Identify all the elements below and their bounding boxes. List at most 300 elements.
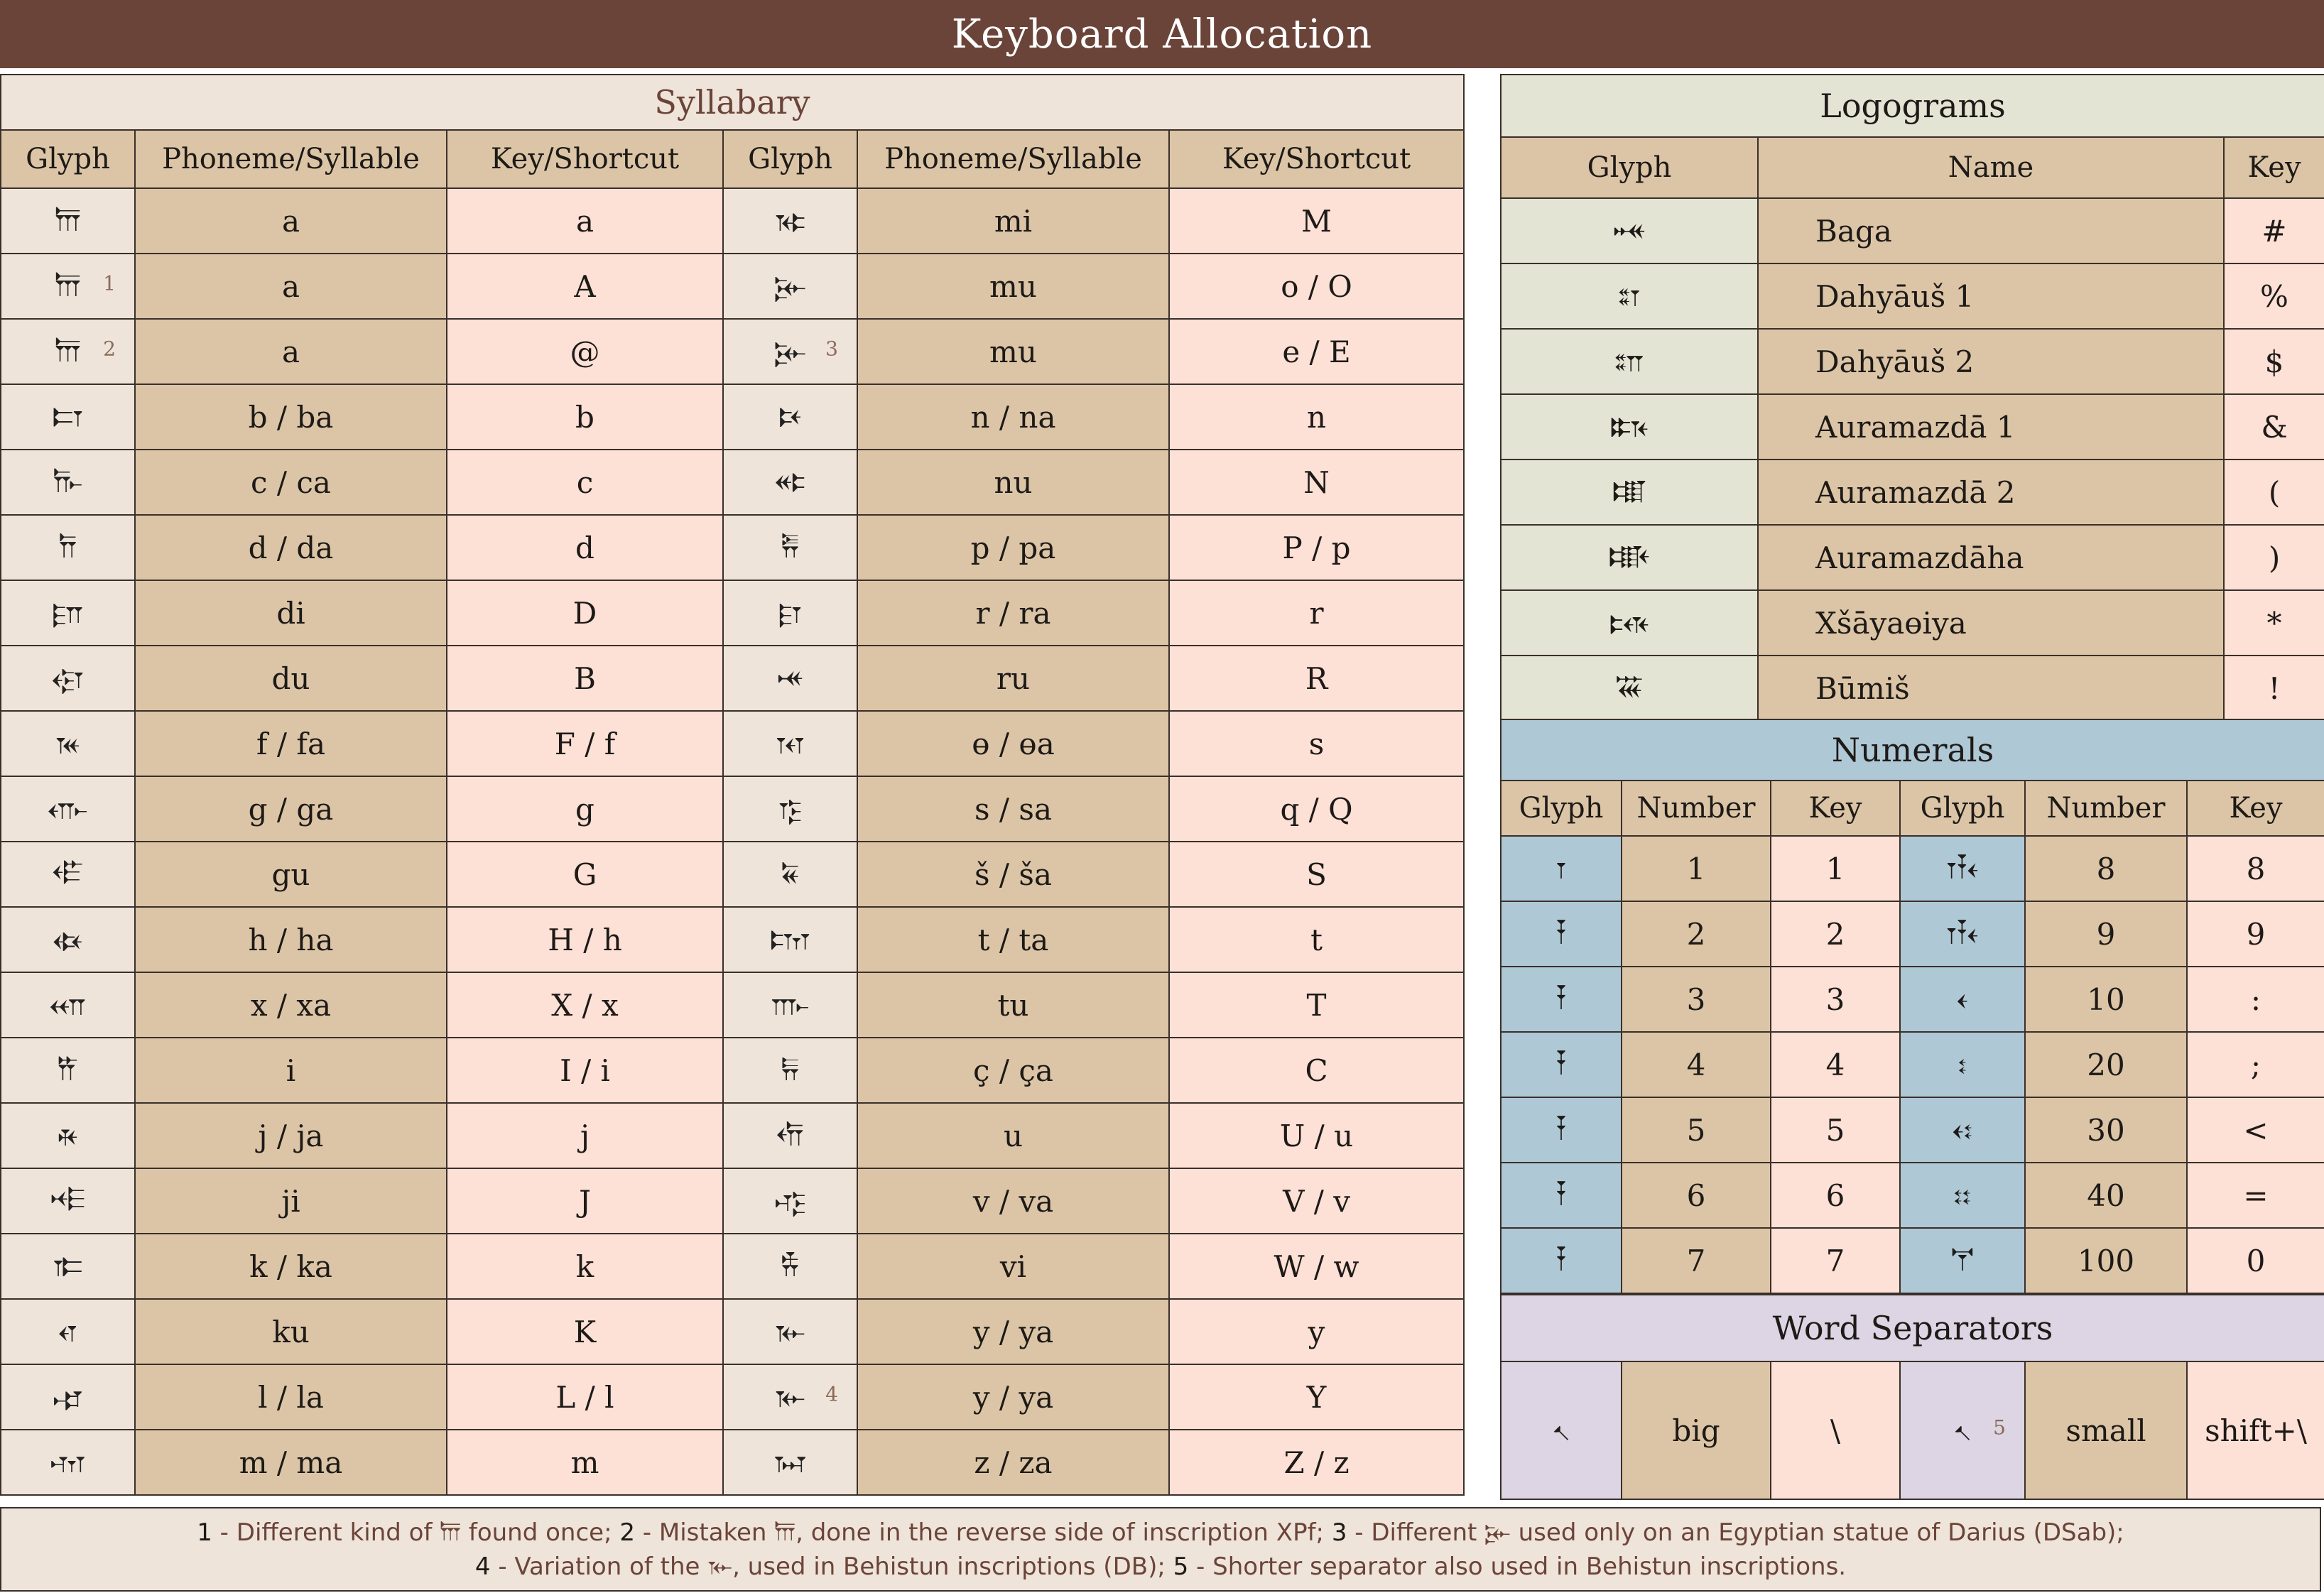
col-header-key: Key	[2187, 781, 2324, 836]
glyph-cell: 𐏑𐏒𐏓	[1900, 836, 2025, 901]
glyph-cell: 𐏒	[1501, 1032, 1622, 1097]
phoneme-cell: d / da	[135, 515, 447, 580]
glyph: 𐎫	[770, 922, 810, 957]
key-cell: B	[447, 646, 723, 711]
phoneme-cell: m / ma	[135, 1430, 447, 1495]
name-cell: Auramazdā 2	[1758, 460, 2224, 525]
glyph-cell	[723, 254, 857, 319]
glyph: 𐎠	[55, 268, 81, 303]
phoneme-cell: du	[135, 646, 447, 711]
table-row	[1501, 1361, 2324, 1499]
glyph: 𐎠	[440, 1518, 462, 1547]
table-row	[1501, 1163, 2324, 1228]
numerals-table	[1500, 719, 2324, 1294]
glyph-cell	[1, 1430, 135, 1495]
glyph: 𐎻	[781, 1249, 800, 1283]
glyph-cell: 𐏑𐏒𐏓	[1900, 901, 2025, 967]
glyph: 𐎰	[776, 726, 805, 761]
glyph-cell	[1, 776, 135, 842]
footnote-text: , done in the reverse side of inscription XPf;	[796, 1518, 1332, 1547]
glyph-cell: 𐏎	[1501, 198, 1758, 263]
number-cell: 9	[2025, 901, 2187, 967]
glyph-cell: 𐏒	[1501, 1163, 1622, 1228]
syllabary-title: Syllabary	[1, 75, 1464, 130]
glyph-cell	[723, 776, 857, 842]
glyph: 𐎤	[58, 1314, 77, 1349]
glyph-cell	[1, 580, 135, 646]
key-cell: #	[2224, 198, 2324, 263]
numerals-title: Numerals	[1501, 719, 2324, 781]
glyph: 𐎺	[774, 1183, 806, 1218]
name-cell: Auramazdāha	[1758, 525, 2224, 590]
table-row	[1, 1364, 1464, 1430]
glyph: 𐎼	[778, 595, 802, 630]
phoneme-cell: l / la	[135, 1364, 447, 1430]
syllabary-table	[0, 74, 1465, 1496]
footnote-text: - Different kind of	[212, 1518, 440, 1547]
phoneme-cell: mu	[857, 319, 1169, 384]
table-row	[1501, 1032, 2324, 1097]
glyph: 𐎠	[774, 1518, 796, 1547]
table-row	[1, 776, 1464, 842]
footnote-text: used only on an Egyptian statue of Darius (DSab);	[1510, 1518, 2124, 1547]
col-header-name: Name	[1758, 137, 2224, 198]
key-cell: e / E	[1169, 319, 1464, 384]
phoneme-cell: y / ya	[857, 1299, 1169, 1364]
glyph-cell: 𐏏	[1501, 656, 1758, 721]
footnote-text: - Different	[1347, 1518, 1485, 1547]
phoneme-cell: s / sa	[857, 776, 1169, 842]
table-row	[1501, 198, 2324, 263]
table-row	[1, 1103, 1464, 1168]
table-row	[1, 711, 1464, 776]
footnote-marker: 2	[103, 337, 116, 361]
footnote-number: 4	[474, 1553, 491, 1581]
key-cell: J	[447, 1168, 723, 1234]
glyph: 𐎮	[52, 595, 84, 630]
col-header-glyph: Glyph	[723, 130, 857, 188]
glyph: 𐎠	[55, 334, 81, 369]
key-cell: V / v	[1169, 1168, 1464, 1234]
glyph-cell	[1, 1234, 135, 1299]
table-row	[1, 646, 1464, 711]
glyph-cell	[1, 1103, 135, 1168]
key-cell: U / u	[1169, 1103, 1464, 1168]
glyph: 𐎸	[1484, 1518, 1511, 1547]
glyph-cell	[723, 711, 857, 776]
key-cell: 6	[1771, 1163, 1900, 1228]
key-cell: t	[1169, 907, 1464, 972]
number-cell: 3	[1622, 967, 1771, 1032]
col-header-glyph: Glyph	[1900, 781, 2025, 836]
table-row	[1, 319, 1464, 384]
glyph: 𐎸	[773, 268, 807, 303]
key-cell: K	[447, 1299, 723, 1364]
key-cell: $	[2224, 329, 2324, 394]
glyph-cell: 𐏔	[1900, 1032, 2025, 1097]
table-row	[1501, 836, 2324, 901]
glyph-cell: 𐏒	[1501, 901, 1622, 967]
glyph-cell: 𐏒	[1501, 967, 1622, 1032]
footnote-text: - Shorter separator also used in Behistun inscriptions.	[1188, 1553, 1847, 1581]
separator-glyph	[1501, 1361, 1622, 1499]
key-cell: n	[1169, 384, 1464, 450]
glyph-cell: 𐏔𐏔	[1900, 1163, 2025, 1228]
table-row	[1501, 967, 2324, 1032]
glyph-cell	[723, 319, 857, 384]
phoneme-cell: t / ta	[857, 907, 1169, 972]
word-separators-table	[1500, 1294, 2324, 1500]
logograms-title: Logograms	[1501, 75, 2324, 137]
glyph-cell	[723, 1299, 857, 1364]
phoneme-cell: i	[135, 1038, 447, 1103]
phoneme-cell: k / ka	[135, 1234, 447, 1299]
glyph: 𐏃	[53, 922, 83, 957]
glyph: 𐎷	[774, 203, 806, 238]
footnote-marker: 5	[1993, 1415, 2006, 1440]
key-cell: *	[2224, 590, 2324, 656]
table-row	[1, 842, 1464, 907]
col-header-phoneme: Phoneme/Syllable	[857, 130, 1169, 188]
key-cell: (	[2224, 460, 2324, 525]
table-row	[1501, 263, 2324, 329]
key-cell: R	[1169, 646, 1464, 711]
glyph: 𐎩	[58, 1118, 78, 1153]
key-cell: Z / z	[1169, 1430, 1464, 1495]
glyph-cell	[723, 1364, 857, 1430]
phoneme-cell: a	[135, 319, 447, 384]
number-cell: 20	[2025, 1032, 2187, 1097]
number-cell: 5	[1622, 1097, 1771, 1163]
key-cell: D	[447, 580, 723, 646]
logograms-table	[1500, 74, 2324, 722]
number-cell: 100	[2025, 1228, 2187, 1293]
separator-glyph	[1900, 1361, 2025, 1499]
phoneme-cell: mu	[857, 254, 1169, 319]
footnote-line	[1, 1516, 2320, 1550]
glyph: 𐎹	[707, 1553, 733, 1581]
key-cell: 4	[1771, 1032, 1900, 1097]
glyph-cell	[723, 646, 857, 711]
glyph-cell	[1, 450, 135, 515]
key-cell: @	[447, 319, 723, 384]
glyph-cell	[723, 1168, 857, 1234]
col-header-key: Key/Shortcut	[447, 130, 723, 188]
key-cell: o / O	[1169, 254, 1464, 319]
glyph: 𐎵	[775, 464, 805, 499]
glyph: 𐎶	[50, 1445, 86, 1479]
col-header-number: Number	[1622, 781, 1771, 836]
phoneme-cell: x / xa	[135, 972, 447, 1038]
table-row	[1, 254, 1464, 319]
key-cell: !	[2224, 656, 2324, 721]
glyph-cell	[1, 319, 135, 384]
key-cell: q / Q	[1169, 776, 1464, 842]
phoneme-cell: ji	[135, 1168, 447, 1234]
key-cell: m	[447, 1430, 723, 1495]
glyph: 𐎧	[49, 987, 87, 1022]
glyph: 𐎸	[773, 334, 807, 369]
key-cell: H / h	[447, 907, 723, 972]
key-cell: c	[447, 450, 723, 515]
separator-label: small	[2025, 1361, 2187, 1499]
glyph-cell: 𐏓𐏔	[1900, 1097, 2025, 1163]
key-cell: X / x	[447, 972, 723, 1038]
key-cell: b	[447, 384, 723, 450]
key-cell: y	[1169, 1299, 1464, 1364]
separator-key: shift+\	[2187, 1361, 2324, 1499]
key-cell: d	[447, 515, 723, 580]
key-cell: a	[447, 188, 723, 254]
key-cell: 7	[1771, 1228, 1900, 1293]
key-cell: 9	[2187, 901, 2324, 967]
name-cell: Dahyāuš 2	[1758, 329, 2224, 394]
table-row	[1, 907, 1464, 972]
phoneme-cell: di	[135, 580, 447, 646]
footnote-line	[1, 1550, 2320, 1584]
footnote-number: 5	[1173, 1553, 1189, 1581]
name-cell: Būmiš	[1758, 656, 2224, 721]
key-cell: r	[1169, 580, 1464, 646]
col-header-number: Number	[2025, 781, 2187, 836]
glyph: 𐏐	[1955, 1413, 1970, 1447]
table-row	[1501, 394, 2324, 460]
number-cell: 30	[2025, 1097, 2187, 1163]
key-cell: <	[2187, 1097, 2324, 1163]
glyph-cell	[723, 1038, 857, 1103]
phoneme-cell: š / ša	[857, 842, 1169, 907]
table-row	[1501, 1228, 2324, 1293]
phoneme-cell: ru	[857, 646, 1169, 711]
table-row	[1, 188, 1464, 254]
key-cell: C	[1169, 1038, 1464, 1103]
glyph-cell	[1, 188, 135, 254]
phoneme-cell: h / ha	[135, 907, 447, 972]
glyph: 𐎣	[53, 1249, 83, 1283]
glyph: 𐎨	[53, 464, 83, 499]
key-cell: S	[1169, 842, 1464, 907]
glyph: 𐏐	[1553, 1413, 1569, 1447]
col-header-key: Key	[1771, 781, 1900, 836]
glyph: 𐎯	[52, 660, 84, 695]
glyph-cell	[723, 907, 857, 972]
phoneme-cell: tu	[857, 972, 1169, 1038]
col-header-glyph: Glyph	[1501, 137, 1758, 198]
phoneme-cell: b / ba	[135, 384, 447, 450]
footnote-text: - Variation of the	[490, 1553, 708, 1581]
key-cell: 0	[2187, 1228, 2324, 1293]
phoneme-cell: p / pa	[857, 515, 1169, 580]
key-cell: N	[1169, 450, 1464, 515]
key-cell: 5	[1771, 1097, 1900, 1163]
glyph-cell: 𐏊	[1501, 525, 1758, 590]
number-cell: 2	[1622, 901, 1771, 967]
table-row	[1501, 901, 2324, 967]
key-cell: &	[2224, 394, 2324, 460]
key-cell: %	[2224, 263, 2324, 329]
table-row	[1, 580, 1464, 646]
glyph: 𐎠	[55, 203, 81, 238]
key-cell: G	[447, 842, 723, 907]
glyph-cell	[1, 646, 135, 711]
name-cell: Dahyāuš 1	[1758, 263, 2224, 329]
number-cell: 10	[2025, 967, 2187, 1032]
glyph-cell: 𐏒	[1501, 1097, 1622, 1163]
key-cell: 2	[1771, 901, 1900, 967]
phoneme-cell: ku	[135, 1299, 447, 1364]
glyph: 𐎭	[58, 530, 77, 565]
footnote-number: 2	[619, 1518, 635, 1547]
separator-key: \	[1771, 1361, 1900, 1499]
table-row	[1, 972, 1464, 1038]
glyph-cell: 𐏉	[1501, 460, 1758, 525]
glyph-cell: 𐏈	[1501, 394, 1758, 460]
table-row	[1, 384, 1464, 450]
glyph: 𐏀	[773, 1445, 807, 1479]
key-cell: 8	[2187, 836, 2324, 901]
key-cell: W / w	[1169, 1234, 1464, 1299]
table-row	[1, 450, 1464, 515]
key-cell: 3	[1771, 967, 1900, 1032]
name-cell: Xšāyaɵiya	[1758, 590, 2224, 656]
table-row	[1, 1299, 1464, 1364]
glyph: 𐎡	[58, 1053, 78, 1087]
table-row	[1501, 460, 2324, 525]
table-row	[1, 1234, 1464, 1299]
glyph-cell: 𐏌	[1501, 263, 1758, 329]
footnote-number: 3	[1331, 1518, 1347, 1547]
glyph-cell	[1, 1299, 135, 1364]
glyph-cell: 𐏒	[1501, 1228, 1622, 1293]
glyph-cell	[1, 515, 135, 580]
glyph-cell	[1, 1038, 135, 1103]
glyph: 𐎥	[48, 791, 88, 826]
phoneme-cell: y / ya	[857, 1364, 1169, 1430]
table-row	[1501, 590, 2324, 656]
glyph: 𐎦	[52, 857, 84, 891]
glyph: 𐎽	[777, 660, 803, 695]
footnotes	[0, 1507, 2321, 1592]
glyph-cell	[723, 188, 857, 254]
table-row	[1501, 1097, 2324, 1163]
number-cell: 7	[1622, 1228, 1771, 1293]
glyph-cell: 𐏓	[1900, 967, 2025, 1032]
number-cell: 6	[1622, 1163, 1771, 1228]
glyph-cell	[723, 580, 857, 646]
glyph-cell	[1, 972, 135, 1038]
key-cell: :	[2187, 967, 2324, 1032]
phoneme-cell: a	[135, 188, 447, 254]
glyph-cell	[1, 842, 135, 907]
page-title: Keyboard Allocation	[0, 0, 2324, 68]
glyph-cell	[723, 384, 857, 450]
table-row	[1501, 656, 2324, 721]
key-cell: M	[1169, 188, 1464, 254]
footnote-marker: 1	[103, 271, 116, 295]
col-header-phoneme: Phoneme/Syllable	[135, 130, 447, 188]
phoneme-cell: f / fa	[135, 711, 447, 776]
phoneme-cell: nu	[857, 450, 1169, 515]
glyph-cell	[1, 1364, 135, 1430]
phoneme-cell: g / ga	[135, 776, 447, 842]
glyph: 𐎳	[55, 726, 80, 761]
key-cell: g	[447, 776, 723, 842]
key-cell: =	[2187, 1163, 2324, 1228]
phoneme-cell: vi	[857, 1234, 1169, 1299]
glyph: 𐎿	[778, 791, 802, 826]
key-cell: s	[1169, 711, 1464, 776]
glyph-cell: 𐏑	[1501, 836, 1622, 901]
key-cell: F / f	[447, 711, 723, 776]
name-cell: Baga	[1758, 198, 2224, 263]
phoneme-cell: ç / ça	[857, 1038, 1169, 1103]
glyph: 𐎲	[52, 399, 84, 434]
footnote-number: 1	[197, 1518, 212, 1547]
col-header-glyph: Glyph	[1501, 781, 1622, 836]
phoneme-cell: j / ja	[135, 1103, 447, 1168]
glyph-cell: 𐏍	[1501, 329, 1758, 394]
glyph: 𐎱	[781, 530, 800, 565]
number-cell: 8	[2025, 836, 2187, 901]
glyph-cell	[1, 907, 135, 972]
glyph-cell	[1, 1168, 135, 1234]
phoneme-cell: a	[135, 254, 447, 319]
glyph-cell	[1, 254, 135, 319]
phoneme-cell: gu	[135, 842, 447, 907]
glyph-cell	[1, 711, 135, 776]
glyph-cell	[723, 515, 857, 580]
glyph-cell	[723, 450, 857, 515]
key-cell: L / l	[447, 1364, 723, 1430]
glyph: 𐎢	[776, 1118, 804, 1153]
phoneme-cell: mi	[857, 188, 1169, 254]
glyph-cell	[723, 842, 857, 907]
glyph: 𐎹	[775, 1379, 805, 1414]
footnote-marker: 4	[825, 1382, 838, 1406]
glyph: 𐎪	[50, 1183, 86, 1218]
number-cell: 1	[1622, 836, 1771, 901]
separator-label: big	[1622, 1361, 1771, 1499]
col-header-glyph: Glyph	[1, 130, 135, 188]
word-separators-title: Word Separators	[1501, 1295, 2324, 1361]
glyph: 𐏂	[781, 1053, 800, 1087]
key-cell: A	[447, 254, 723, 319]
glyph: 𐎬	[771, 987, 810, 1022]
key-cell: )	[2224, 525, 2324, 590]
phoneme-cell: r / ra	[857, 580, 1169, 646]
glyph-cell	[1, 384, 135, 450]
col-header-key: Key	[2224, 137, 2324, 198]
table-row	[1, 1168, 1464, 1234]
key-cell: k	[447, 1234, 723, 1299]
table-row	[1, 1038, 1464, 1103]
phoneme-cell: v / va	[857, 1168, 1169, 1234]
table-row	[1, 1430, 1464, 1495]
number-cell: 40	[2025, 1163, 2187, 1228]
glyph-cell: 𐏕	[1900, 1228, 2025, 1293]
key-cell: 1	[1771, 836, 1900, 901]
phoneme-cell: n / na	[857, 384, 1169, 450]
col-header-key: Key/Shortcut	[1169, 130, 1464, 188]
key-cell: ;	[2187, 1032, 2324, 1097]
footnote-text: , used in Behistun inscriptions (DB);	[732, 1553, 1173, 1581]
glyph: 𐎾	[53, 1379, 83, 1414]
glyph: 𐎹	[775, 1314, 805, 1349]
footnote-marker: 3	[825, 337, 838, 361]
phoneme-cell: u	[857, 1103, 1169, 1168]
glyph: 𐎴	[778, 399, 802, 434]
key-cell: Y	[1169, 1364, 1464, 1430]
